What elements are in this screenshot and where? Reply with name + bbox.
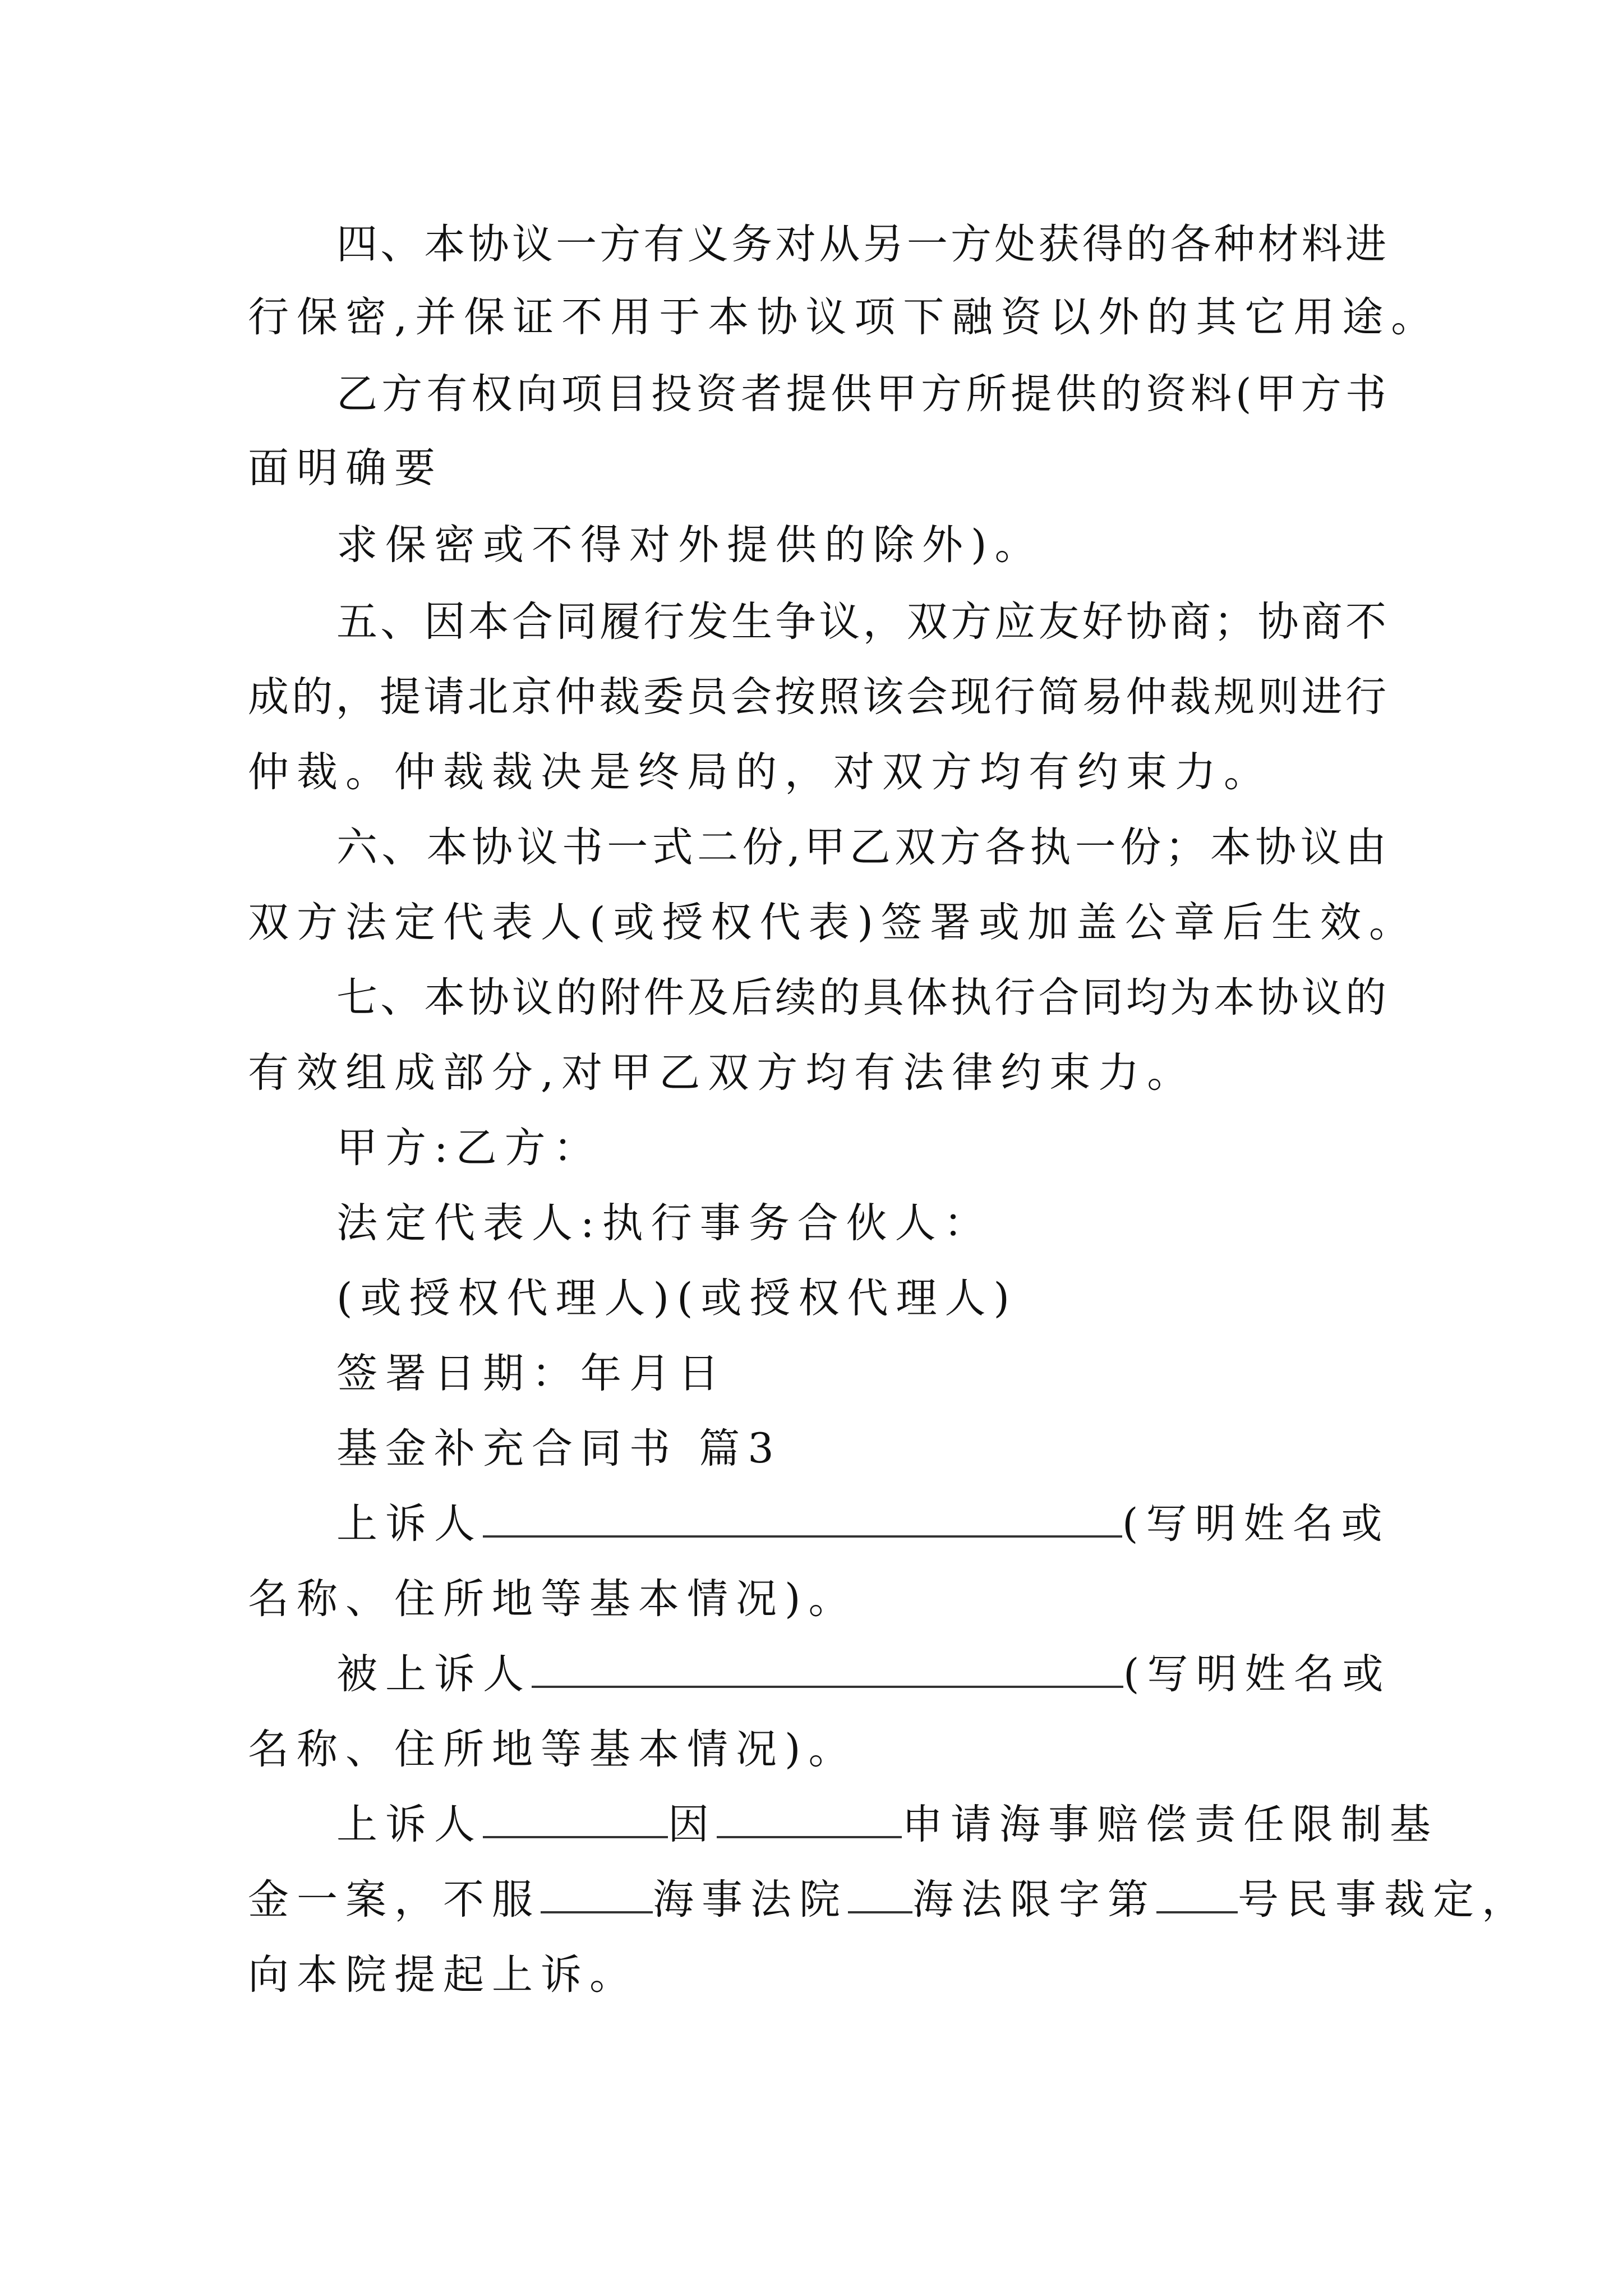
appellant-line (336, 1482, 1390, 1566)
appellee-note: (写明姓名或 (1123, 1650, 1391, 1698)
paragraph-line: 六、本协议书一式二份,甲乙双方各执一份；本协议由 (336, 823, 1386, 871)
paragraph-line: 四、本协议一方有义务对从另一方处获得的各种材料进 (336, 220, 1386, 268)
paragraph-line: 成的，提请北京仲裁委员会按照该会现行简易仲裁规则进行 (248, 673, 1386, 721)
paragraph-line: 行保密,并保证不用于本协议项下融资以外的其它用途。 (248, 293, 1440, 341)
appellant-note: (写明姓名或 (1122, 1500, 1390, 1548)
case-text: 海法限字第 (912, 1876, 1156, 1924)
paragraph-line: 七、本协议的附件及后续的具体执行合同均为本协议的 (336, 974, 1386, 1022)
paragraph-line: 面明确要 (248, 444, 443, 492)
case-blank (483, 1800, 668, 1838)
signature-date-line: 签署日期：年月日 (336, 1350, 727, 1397)
case-blank (1156, 1875, 1238, 1913)
case-line-2 (248, 1858, 1530, 1942)
paragraph-line: 求保密或不得对外提供的除外)。 (336, 521, 1044, 569)
appellant-blank (483, 1499, 1122, 1538)
case-line-1 (336, 1783, 1438, 1867)
case-text: 号民事裁定， (1238, 1876, 1530, 1924)
paragraph-line: 名称、住所地等基本情况)。 (248, 1575, 857, 1623)
case-text: 上诉人 (336, 1801, 483, 1848)
paragraph-line: 双方法定代表人(或授权代表)签署或加盖公章后生效。 (248, 899, 1418, 946)
appellant-label: 上诉人 (336, 1500, 483, 1548)
paragraph-line: 向本院提起上诉。 (248, 1951, 638, 1999)
appellee-line (336, 1632, 1391, 1717)
case-text: 申请海事赔偿责任限制基 (902, 1801, 1438, 1848)
case-blank (717, 1800, 902, 1838)
section-heading: 基金补充合同书 篇3 (336, 1425, 782, 1473)
paragraph-line: 乙方有权向项目投资者提供甲方所提供的资料(甲方书 (336, 370, 1386, 418)
paragraph-line: 名称、住所地等基本情况)。 (248, 1726, 857, 1773)
signature-party-line: 甲方:乙方： (336, 1124, 602, 1172)
case-blank (848, 1875, 912, 1913)
paragraph-line: 有效组成部分,对甲乙双方均有法律约束力。 (248, 1049, 1196, 1097)
paragraph-line: 仲裁。仲裁裁决是终局的，对双方均有约束力。 (248, 748, 1272, 796)
case-text: 金一案，不服 (248, 1876, 541, 1924)
signature-representative-line: 法定代表人:执行事务合伙人： (336, 1199, 993, 1247)
signature-agent-line: (或授权代理人)(或授权代理人) (336, 1274, 1017, 1322)
case-blank (541, 1875, 653, 1913)
case-text: 海事法院 (653, 1876, 848, 1924)
appellee-label: 被上诉人 (336, 1650, 532, 1698)
paragraph-line: 五、因本合同履行发生争议，双方应友好协商；协商不 (336, 598, 1386, 646)
case-text: 因 (668, 1801, 717, 1848)
appellee-blank (532, 1650, 1123, 1688)
